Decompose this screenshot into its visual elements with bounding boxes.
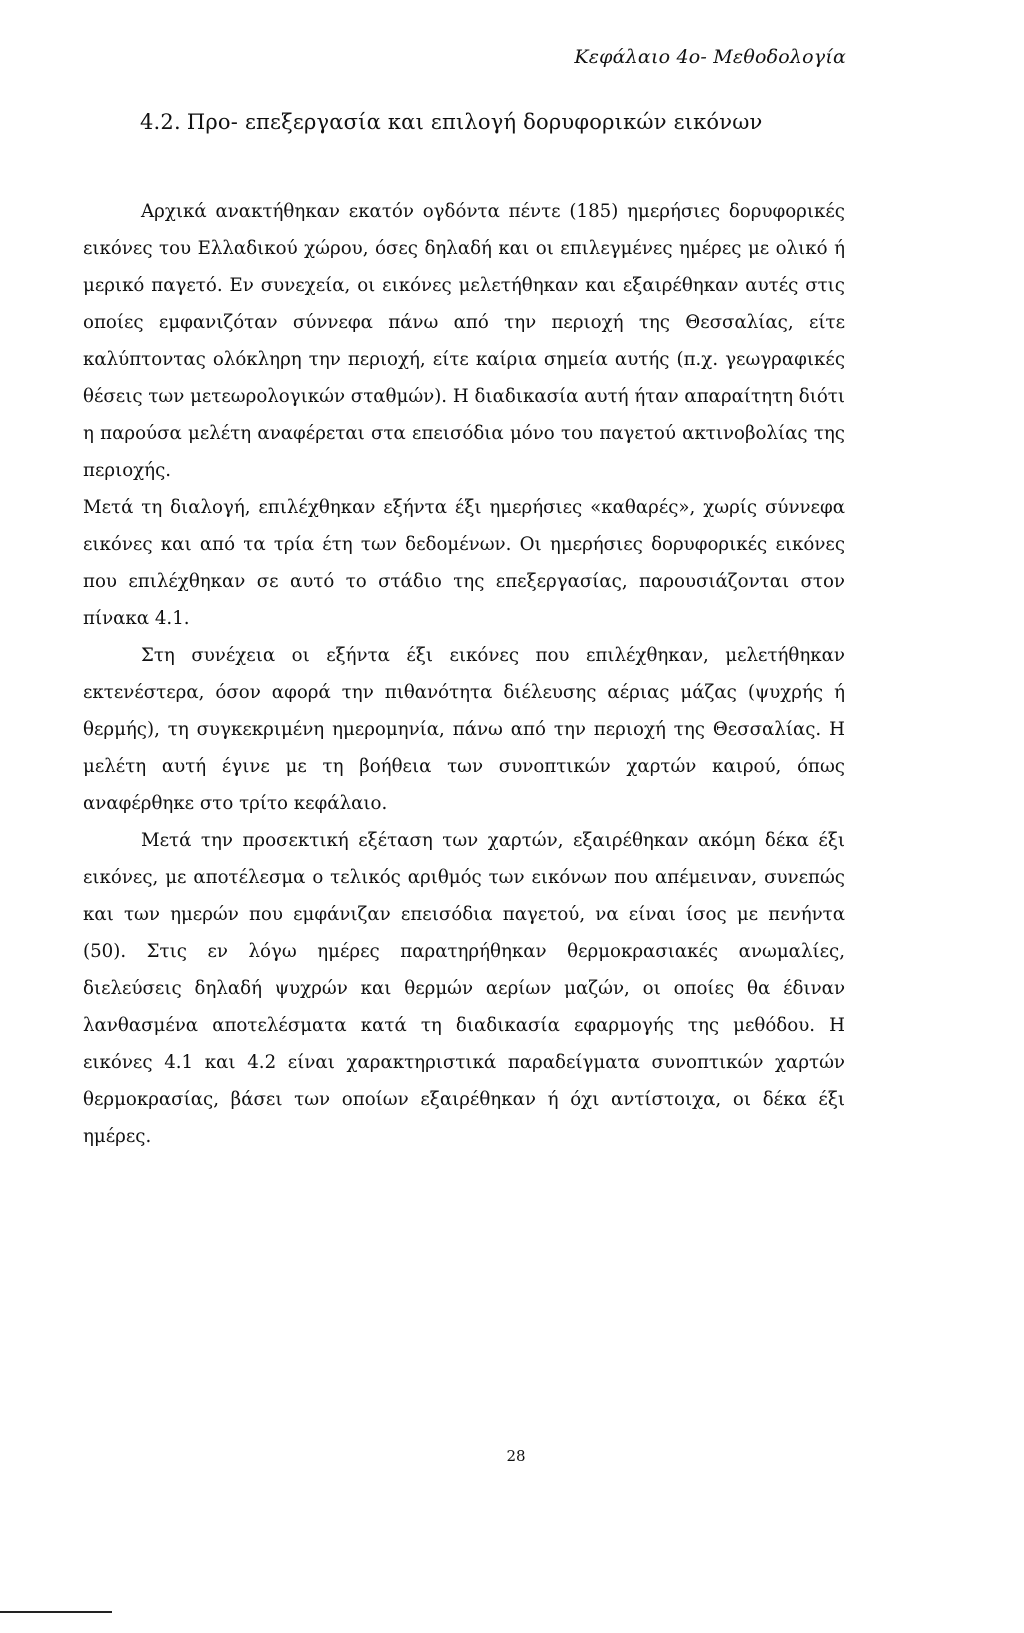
paragraph: Αρχικά ανακτήθηκαν εκατόν ογδόντα πέντε (185) ημερήσιες δορυφορικές εικόνες του Ελλαδικού χώρου, όσες δηλαδή και οι επιλεγμένες ημέρες με ολικό ή μερικό παγετό. Εν συνεχεία, οι εικόνες μελετήθηκαν και εξαιρέθηκαν αυτές στις οποίες εμφανιζόταν σύννεφα πάνω από την περιοχή της Θεσσαλίας, είτε καλύπτοντας ολόκληρη την περιοχή, είτε καίρια σημεία αυτής (π.χ. γεωγραφικές θέσεις των μετεωρολογικών σταθμών). Η διαδικασία αυτή ήταν απαραίτητη διότι η παρούσα μελέτη αναφέρεται στα επεισόδια μόνο του παγετού ακτινοβολίας της περιοχής. [83, 201, 845, 481]
scan-edge-line [0, 1611, 112, 1613]
running-header: Κεφάλαιο 4ο- Μεθοδολογία [574, 46, 846, 68]
page-number: 28 [506, 1447, 526, 1465]
paragraph: Στη συνέχεια οι εξήντα έξι εικόνες που επιλέχθηκαν, μελετήθηκαν εκτενέστερα, όσον αφορά την πιθανότητα διέλευσης αέριας μάζας (ψυχρής ή θερμής), τη συγκεκριμένη ημερομηνία, πάνω από την περιοχή της Θεσσαλίας. Η μελέτη αυτή έγινε με τη βοήθεια των συνοπτικών χαρτών καιρού, όπως αναφέρθηκε στο τρίτο κεφάλαιο. [83, 645, 845, 814]
section-number: 4.2. [140, 110, 181, 134]
section-heading [140, 110, 763, 134]
body-text [83, 193, 845, 1155]
paragraph: Μετά την προσεκτική εξέταση των χαρτών, εξαιρέθηκαν ακόμη δέκα έξι εικόνες, με αποτέλεσμα ο τελικός αριθμός των εικόνων που απέμειναν, συνεπώς και των ημερών που εμφάνιζαν επεισόδια παγετού, να είναι ίσος με πενήντα (50). Στις εν λόγω ημέρες παρατηρήθηκαν θερμοκρασιακές ανωμαλίες, διελεύσεις δηλαδή ψυχρών και θερμών αερίων μαζών, οι οποίες θα έδιναν λανθασμένα αποτελέσματα κατά τη διαδικασία εφαρμογής της μεθόδου. Η εικόνες 4.1 και 4.2 είναι χαρακτηριστικά παραδείγματα συνοπτικών χαρτών θερμοκρασίας, βάσει των οποίων εξαιρέθηκαν ή όχι αντίστοιχα, οι δέκα έξι ημέρες. [83, 830, 845, 1147]
paragraph: Μετά τη διαλογή, επιλέχθηκαν εξήντα έξι ημερήσιες «καθαρές», χωρίς σύννεφα εικόνες και από τα τρία έτη των δεδομένων. Οι ημερήσιες δορυφορικές εικόνες που επιλέχθηκαν σε αυτό το στάδιο της επεξεργασίας, παρουσιάζονται στον πίνακα 4.1. [83, 497, 845, 629]
section-title: Προ- επεξεργασία και επιλογή δορυφορικών εικόνων [186, 110, 763, 134]
